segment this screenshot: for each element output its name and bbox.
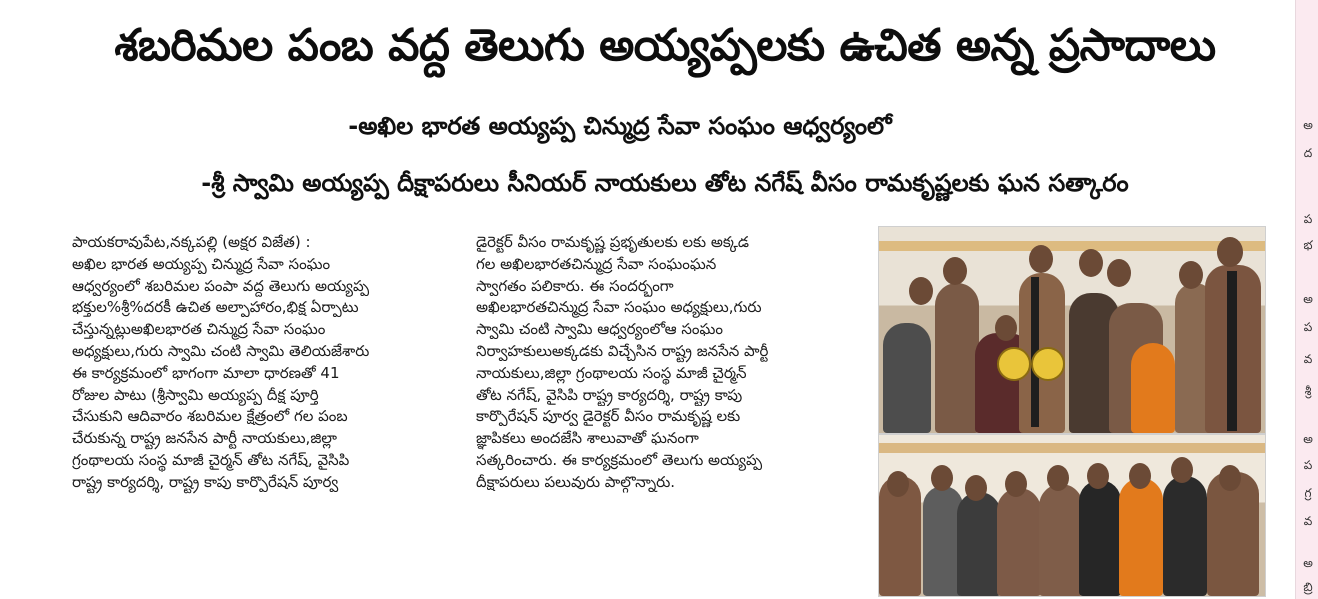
person-figure [935, 283, 979, 433]
column-2-line: సత్కరించారు. ఈ కార్యక్రమంలో తెలుగు అయ్యప్ప [476, 450, 763, 469]
person-head [965, 475, 987, 501]
column-1-line: చేస్తున్నట్లుఅఖిలభారత చిన్ముద్ర సేవా సంఘం [72, 320, 326, 339]
felicitation-photo-1 [878, 226, 1266, 434]
column-1-line: ఆధ్వర్యంలో శబరిమల పంపా వద్ద తెలుగు అయ్యప్ప [72, 276, 370, 295]
person-head [1217, 237, 1243, 267]
side-glyph: అ [1303, 432, 1313, 446]
article-subheadline-1: -అఖిల భారత అయ్యప్ప చిన్ముద్ర సేవా సంఘం ఆధ్వర్యంలో [348, 112, 892, 140]
side-glyph: అ [1303, 118, 1313, 132]
column-2-line: దీక్షాపరులు పలువురు పాల్గొన్నారు. [476, 472, 676, 491]
article-headline: శబరిమల పంబ వద్ద తెలుగు అయ్యప్పలకు ఉచిత అన్న ప్రసాదాలు [114, 20, 1216, 71]
column-1-line: చేసుకుని ఆదివారం శబరిమల క్షేత్రంలో గల పంబ [72, 407, 348, 426]
person-head [887, 471, 909, 497]
column-2-line: అఖిలభారతచిన్ముద్ర సేవా సంఘం అధ్యక్షులు,గురు [476, 298, 762, 317]
person-head [1079, 249, 1103, 277]
person-head [1129, 463, 1151, 489]
person-head [1005, 471, 1027, 497]
person-head [1171, 457, 1193, 483]
person-figure [997, 488, 1041, 596]
memento-plaque [997, 347, 1031, 381]
column-1-line: గ్రంథాలయ సంస్థ మాజీ చైర్మన్ తోట నగేష్, వైసిపి [72, 450, 350, 469]
black-shawl [1227, 271, 1237, 431]
wall-banner [879, 241, 1265, 251]
person-figure [883, 323, 931, 433]
column-2-line: గల అఖిలభారతచిన్ముద్ర సేవా సంఘంఘన [476, 254, 717, 273]
column-2-line: నాయకులు,జిల్లా గ్రంథాలయ సంస్థ మాజీ చైర్మన్ [476, 363, 747, 382]
article-column-2 [476, 232, 850, 494]
person-figure [1039, 484, 1083, 596]
article-subheadline-2: -శ్రీ స్వామి అయ్యప్ప దీక్షాపరులు సీనియర్ నాయకులు తోట నగేష్ వీసం రామకృష్ణలకు ఘన సత్కారం [201, 169, 1129, 197]
person-figure [957, 492, 1001, 596]
side-glyph: ద [1303, 146, 1313, 160]
person-figure [1163, 476, 1207, 596]
side-glyph: ప [1303, 320, 1313, 334]
column-2-line: నిర్వాహకులుఅక్కడకు విచ్చేసిన రాష్ట్ర జనసేన పార్టీ [476, 341, 769, 360]
person-head [1029, 245, 1053, 273]
column-1-line: భక్తుల%శ్రీ%దరకీ ఉచిత అల్పాహారం,భిక్ష ఏర్పాటు [72, 298, 359, 317]
side-glyph: శ్రీ [1304, 384, 1312, 398]
side-glyph: గ్ర [1304, 486, 1312, 500]
column-2-line: స్వామి చంటి స్వామి ఆధ్వర్యంలోఆ సంఘం [476, 320, 723, 339]
side-glyph: బ్రి [1303, 580, 1313, 594]
orange-dhoti [1131, 343, 1175, 433]
orange-dhoti [1119, 478, 1163, 596]
column-1-line: ఈ కార్యక్రమంలో భాగంగా మాలా ధారణతో 41 [72, 363, 340, 382]
person-head [1107, 259, 1131, 287]
column-1-line: పాయకరావుపేట,నక్కపల్లి (అక్షర విజేత) : [72, 233, 311, 251]
person-head [943, 257, 967, 285]
person-figure [1207, 472, 1259, 596]
column-2-line: తోట నగేష్, వైసిపి రాష్ట్ర కార్యదర్శి, రాష్ట్ర కాపు [476, 385, 743, 404]
column-2-line: డైరెక్టర్ వీసం రామకృష్ణ ప్రభృతులకు లకు అక్కడ [476, 233, 750, 251]
person-head [1179, 261, 1203, 289]
side-glyph: ప [1303, 458, 1313, 472]
column-1-line: అధ్యక్షులు,గురు స్వామి చంటి స్వామి తెలియజేశారు [72, 341, 370, 360]
person-head [931, 465, 953, 491]
person-figure [1079, 480, 1121, 596]
person-head [1219, 465, 1241, 491]
column-1-line: రాష్ట్ర కార్యదర్శి, రాష్ట్ర కాపు కార్పొరేషన్ పూర్వ [72, 472, 339, 491]
person-head [1047, 465, 1069, 491]
side-glyph: వ [1303, 514, 1313, 528]
side-glyph: అ [1303, 292, 1313, 306]
column-2-line: స్వాగతం పలికారు. ఈ సందర్భంగా [476, 276, 674, 295]
column-2-line: జ్ఞాపికలు అందజేసి శాలువాతో ఘనంగా [476, 429, 699, 448]
person-head [995, 315, 1017, 341]
column-1-line: అఖిల భారత అయ్యప్ప చిన్ముద్ర సేవా సంఘం [72, 254, 331, 273]
person-head [1087, 463, 1109, 489]
felicitation-photo-2 [878, 434, 1266, 597]
side-glyph: భ [1303, 238, 1313, 252]
adjacent-column-strip [1295, 0, 1318, 599]
column-2-line: కార్పొరేషన్ పూర్వ డైరెక్టర్ వీసం రామకృష్ణ లకు [476, 407, 741, 426]
article-column-1 [72, 232, 452, 494]
column-1-line: చేరుకున్న రాష్ట్ర జనసేన పార్టీ నాయకులు,జిల్లా [72, 429, 337, 448]
side-glyph: వ [1303, 352, 1313, 366]
side-glyph: అ [1303, 556, 1313, 570]
column-1-line: రోజుల పాటు (శ్రీస్వామి అయ్యప్ప దీక్ష పూర్తి [72, 385, 319, 404]
memento-plaque [1031, 347, 1065, 381]
wall-banner [879, 443, 1265, 453]
person-head [909, 277, 933, 305]
side-glyph: ప [1303, 212, 1313, 226]
